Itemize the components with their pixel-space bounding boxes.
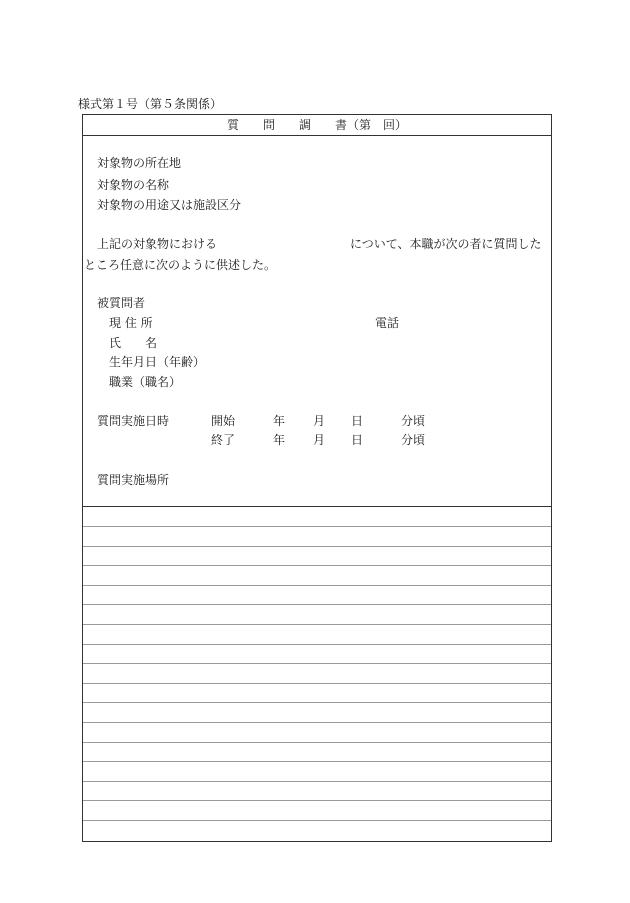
target-name-label: 対象物の名称 xyxy=(97,178,170,192)
end-day-label: 日 xyxy=(351,433,364,447)
end-month-label: 月 xyxy=(313,433,326,447)
address-label: 現 住 所 xyxy=(109,316,153,330)
title-bar xyxy=(83,115,551,136)
ruled-line xyxy=(83,820,551,821)
ruled-line xyxy=(83,565,551,566)
questioning-form xyxy=(82,114,552,842)
ruled-line xyxy=(83,585,551,586)
start-label: 開始 xyxy=(211,414,236,428)
form-number: 様式第１号（第５条関係） xyxy=(78,97,223,111)
ruled-line xyxy=(83,761,551,762)
ruled-line xyxy=(83,604,551,605)
respondent-heading: 被質問者 xyxy=(97,296,146,310)
start-year-label: 年 xyxy=(273,414,286,428)
start-minute-label: 分頃 xyxy=(401,414,426,428)
place-label: 質問実施場所 xyxy=(97,473,170,487)
section-divider xyxy=(83,506,551,507)
datetime-label: 質問実施日時 xyxy=(97,414,170,428)
statement-line1-end: について、本職が次の者に質問した xyxy=(350,237,542,251)
target-location-label: 対象物の所在地 xyxy=(97,156,182,170)
statement-line1-start: 上記の対象物における xyxy=(97,237,218,251)
end-label: 終了 xyxy=(211,433,236,447)
start-day-label: 日 xyxy=(351,414,364,428)
ruled-line xyxy=(83,624,551,625)
end-year-label: 年 xyxy=(273,433,286,447)
statement-line2: ところ任意に次のように供述した。 xyxy=(84,258,277,272)
end-minute-label: 分頃 xyxy=(401,433,426,447)
form-title: 質 問 調 書（第 回） xyxy=(226,118,407,132)
ruled-line xyxy=(83,702,551,703)
target-usage-label: 対象物の用途又は施設区分 xyxy=(97,198,242,212)
ruled-line xyxy=(83,663,551,664)
respondent-name-label: 氏 名 xyxy=(109,336,158,350)
ruled-line xyxy=(83,683,551,684)
phone-label: 電話 xyxy=(375,316,400,330)
occupation-label: 職業（職名） xyxy=(109,375,182,389)
birthdate-label: 生年月日（年齢） xyxy=(109,355,206,369)
ruled-line xyxy=(83,800,551,801)
start-month-label: 月 xyxy=(313,414,326,428)
ruled-line xyxy=(83,644,551,645)
ruled-line xyxy=(83,526,551,527)
ruled-line xyxy=(83,742,551,743)
ruled-line xyxy=(83,722,551,723)
ruled-line xyxy=(83,546,551,547)
ruled-line xyxy=(83,781,551,782)
